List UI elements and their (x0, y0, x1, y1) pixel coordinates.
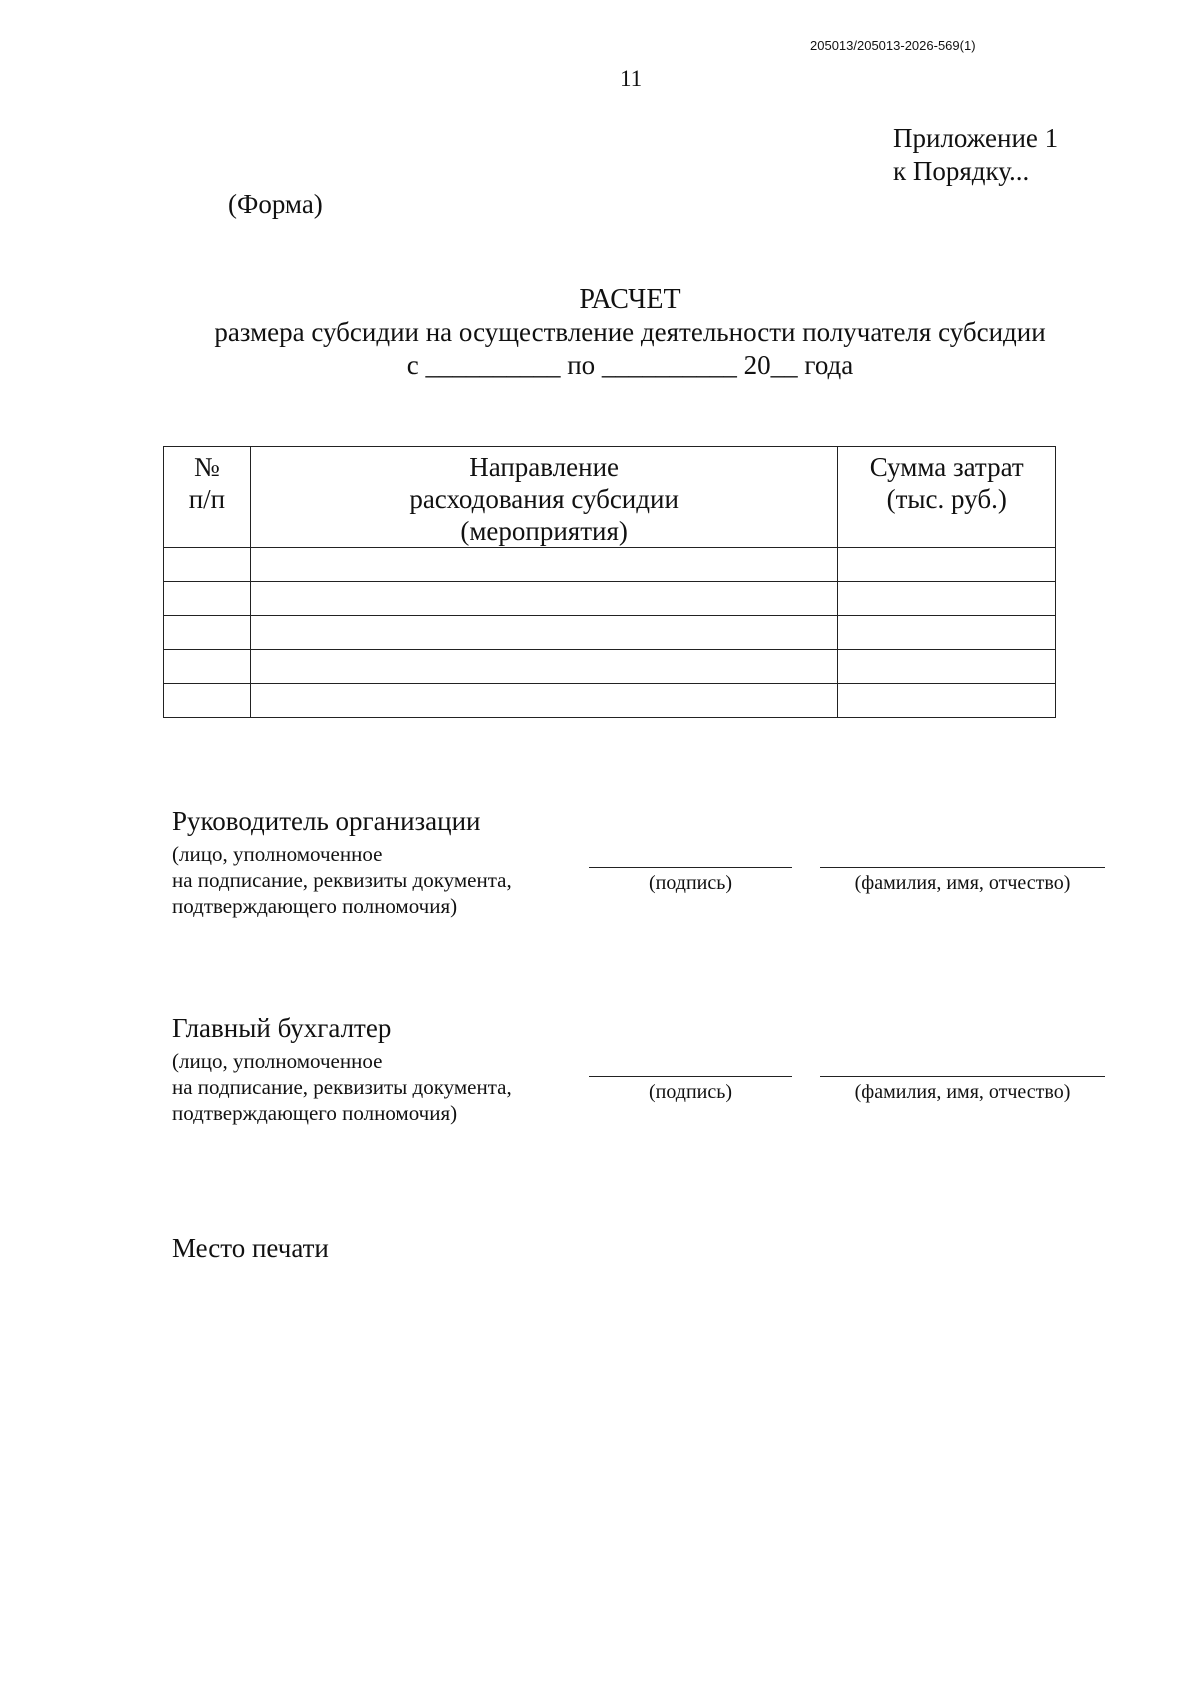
table-cell[interactable] (164, 650, 251, 684)
table-cell[interactable] (250, 650, 838, 684)
signature-2-name-line[interactable] (820, 1076, 1105, 1077)
signature-1-sign-line[interactable] (589, 867, 792, 868)
signature-2-sub-line-1: (лицо, уполномоченное (172, 1049, 383, 1073)
table-cell[interactable] (164, 582, 251, 616)
signature-1-description (172, 841, 512, 919)
table-cell[interactable] (838, 616, 1056, 650)
calculation-table (163, 446, 1056, 718)
appendix-line-2: к Порядку... (893, 156, 1030, 186)
title-period: с __________ по __________ 20__ года (406, 350, 854, 380)
header-cell-sum (838, 447, 1056, 548)
table-cell[interactable] (250, 582, 838, 616)
signature-1-sub-line-2: на подписание, реквизиты документа, (172, 868, 512, 892)
header-cell-number (164, 447, 251, 548)
table-cell[interactable] (838, 684, 1056, 718)
signature-2-sub-line-2: на подписание, реквизиты документа, (172, 1075, 512, 1099)
table-row (164, 650, 1056, 684)
table-cell[interactable] (164, 684, 251, 718)
signature-2-sign-caption: (подпись) (648, 1081, 733, 1103)
table-row (164, 548, 1056, 582)
signature-2-sign-line[interactable] (589, 1076, 792, 1077)
header-number-line-1: № (194, 452, 220, 482)
table-cell[interactable] (838, 650, 1056, 684)
signature-2-title: Главный бухгалтер (172, 1013, 392, 1043)
signature-1-sub-line-1: (лицо, уполномоченное (172, 842, 383, 866)
signature-1-name-caption: (фамилия, имя, отчество) (854, 872, 1071, 894)
table-cell[interactable] (838, 582, 1056, 616)
table-cell[interactable] (250, 548, 838, 582)
signature-1-name-line[interactable] (820, 867, 1105, 868)
signature-1-sub-line-3: подтверждающего полномочия) (172, 894, 458, 918)
appendix-reference (893, 122, 1058, 188)
table-header-row (164, 447, 1056, 548)
table-cell[interactable] (164, 616, 251, 650)
header-direction-line-3: (мероприятия) (460, 516, 628, 546)
signature-2-sub-line-3: подтверждающего полномочия) (172, 1101, 458, 1125)
header-number-line-2: п/п (188, 484, 226, 514)
header-cell-direction (250, 447, 838, 548)
signature-1-title: Руководитель организации (172, 806, 481, 836)
signature-2-name-caption: (фамилия, имя, отчество) (854, 1081, 1071, 1103)
header-direction-line-1: Направление (469, 452, 620, 482)
table-row (164, 616, 1056, 650)
signature-1-sign-caption: (подпись) (648, 872, 733, 894)
form-label: (Форма) (228, 189, 323, 219)
title-subtitle: размера субсидии на осуществление деятельности получателя субсидии (214, 317, 1046, 347)
signature-2-description (172, 1048, 512, 1126)
header-direction-line-2: расходования субсидии (409, 484, 679, 514)
table-cell[interactable] (250, 684, 838, 718)
header-sum-line-1: Сумма затрат (869, 452, 1024, 482)
appendix-line-1: Приложение 1 (893, 123, 1059, 153)
header-sum-line-2: (тыс. руб.) (886, 484, 1007, 514)
table-row (164, 684, 1056, 718)
table-cell[interactable] (838, 548, 1056, 582)
page-number: 11 (620, 66, 643, 91)
document-title (150, 283, 1110, 382)
table-row (164, 582, 1056, 616)
stamp-place-label: Место печати (172, 1233, 329, 1263)
title-main: РАСЧЕТ (579, 284, 681, 315)
table-cell[interactable] (250, 616, 838, 650)
table-cell[interactable] (164, 548, 251, 582)
document-id: 205013/205013-2026-569(1) (810, 38, 976, 53)
